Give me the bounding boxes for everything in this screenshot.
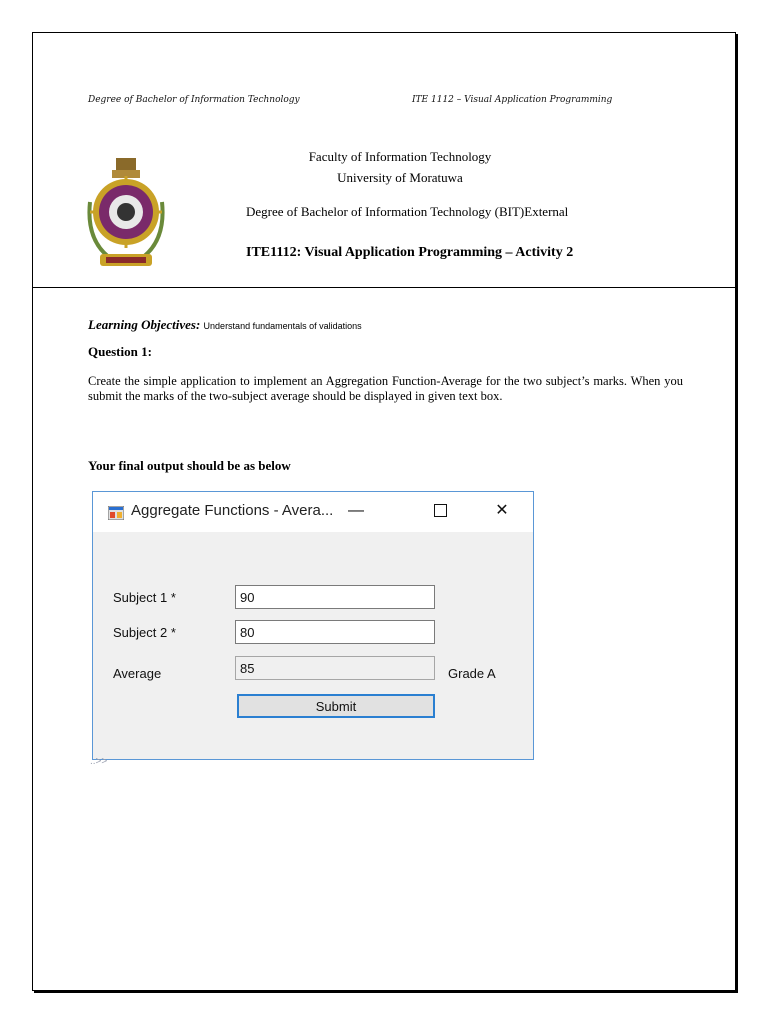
question-title: Question 1: (88, 344, 152, 359)
degree-name: Degree of Bachelor of Information Technology (BIT)External (246, 204, 569, 219)
partially-hidden-text-fragment: ..>> (90, 756, 108, 767)
course-title: ITE1112: Visual Application Programming – Activity 2 (246, 245, 574, 260)
objectives-text: Understand fundamentals of validations (203, 321, 362, 331)
close-button[interactable]: ✕ (495, 502, 509, 519)
app-form-icon (108, 506, 124, 520)
subject1-label: Subject 1 * (113, 590, 176, 605)
grade-label: Grade A (448, 666, 496, 681)
minimize-button[interactable]: — (348, 502, 364, 519)
objectives-label: Learning Objectives: (88, 317, 201, 332)
maximize-button[interactable] (427, 498, 453, 524)
learning-objectives (88, 317, 362, 333)
header-divider (33, 287, 735, 288)
average-label: Average (113, 666, 162, 681)
window-titlebar[interactable] (93, 492, 533, 532)
submit-button[interactable]: Submit (237, 694, 435, 718)
university-name: University of Moratuwa (337, 170, 463, 185)
running-header-right: ITE 1112 – Visual Application Programming (412, 95, 613, 105)
subject2-input[interactable] (235, 620, 435, 644)
maximize-icon (434, 504, 447, 517)
university-crest-logo (80, 150, 172, 272)
running-header-left: Degree of Bachelor of Information Technology (88, 95, 300, 105)
final-output-label: Your final output should be as below (88, 458, 291, 473)
question-text: Create the simple application to implement an Aggregation Function-Average for the two subject’s marks. When you submit the marks of the two-subject average should be displayed in given text box. (88, 374, 683, 403)
window-title: Aggregate Functions - Avera... (131, 502, 334, 519)
faculty-name: Faculty of Information Technology (308, 149, 492, 164)
aggregate-form-window (92, 491, 534, 760)
average-output[interactable] (235, 656, 435, 680)
subject1-input[interactable] (235, 585, 435, 609)
subject2-label: Subject 2 * (113, 625, 176, 640)
